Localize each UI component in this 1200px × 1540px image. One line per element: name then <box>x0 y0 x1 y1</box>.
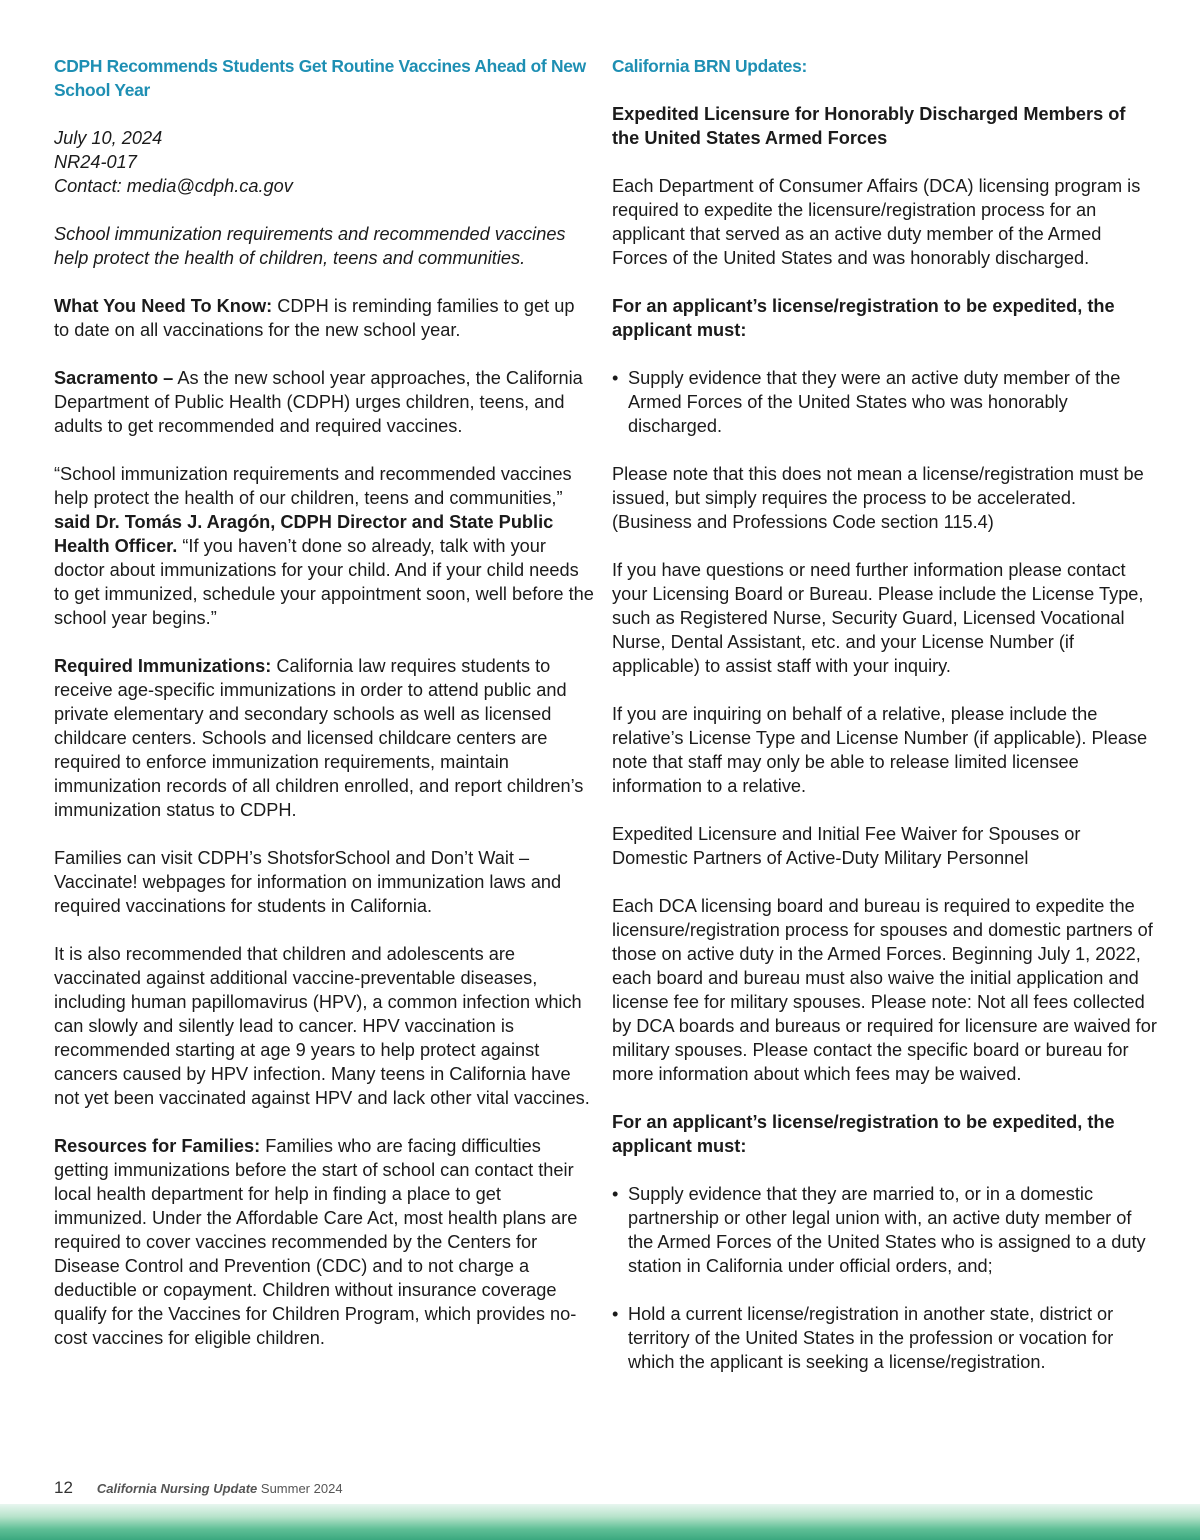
requirements-label-2: For an applicant’s license/registration to be expedited, the applicant must: <box>612 1112 1115 1156</box>
article-headline: CDPH Recommends Students Get Routine Vaccines Ahead of New School Year <box>54 56 586 100</box>
text-sacramento: As the new school year approaches, the California Department of Public Health (CDPH) urges children, teens, and adults to get recommended and required vaccines. <box>54 368 583 436</box>
quote-speaker: said Dr. Tomás J. Aragón, CDPH Director and State Public Health Officer. <box>54 512 554 556</box>
bullet-icon: • <box>612 1304 619 1324</box>
bullet-text: Supply evidence that they were an active duty member of the Armed Forces of the United States who was honorably discharged. <box>628 368 1121 436</box>
decorative-footer-band <box>0 1504 1200 1540</box>
paragraph-please-note: Please note that this does not mean a license/registration must be issued, but simply requires the process to be accelerated. (Business and Professions Code section 115.4) <box>612 464 1144 532</box>
release-number: NR24-017 <box>54 152 137 172</box>
page-number: 12 <box>54 1478 73 1497</box>
text-resources-for-families: Families who are facing difficulties getting immunizations before the start of school can contact their local health department for help in finding a place to get immunized. Under the Affordable Care Act, most health plans are required to cover vaccines recommended by the Centers for Disease Control and Prevention (CDC) and to not charge a deductible or copayment. Children without insurance coverage qualify for the Vaccines for Children Program, which provides no-cost vaccines for eligible children. <box>54 1136 578 1348</box>
section-headline: California BRN Updates: <box>612 56 808 76</box>
bullet-icon: • <box>612 368 619 388</box>
list-item <box>612 366 1157 438</box>
paragraph-quote <box>54 462 594 630</box>
press-contact: Contact: media@cdph.ca.gov <box>54 176 293 196</box>
publication-title: California Nursing Update <box>96 1481 258 1496</box>
paragraph-veterans-intro: Each Department of Consumer Affairs (DCA) licensing program is required to expedite the licensure/registration process for an applicant that served as an active duty member of the Armed Forces of the United States and was honorably discharged. <box>612 176 1141 268</box>
page-footer <box>54 1478 343 1498</box>
paragraph-spouses: Each DCA licensing board and bureau is required to expedite the licensure/registration process for spouses and domestic partners of those on active duty in the Armed Forces. Beginning July 1, 2022, each board and bureau must also waive the initial application and license fee for military spouses. Please note: Not all fees collected by DCA boards and bureaus or required for licensure are waived for military spouses. Please contact the specific board or bureau for more information about which fees may be waived. <box>612 896 1157 1084</box>
list-item <box>612 1302 1157 1374</box>
quote-part-2: “If you haven’t done so already, talk with your doctor about immunizations for your child. And if your child needs to get immunized, schedule your appointment soon, well before the school year begins.” <box>54 536 594 628</box>
label-resources-for-families: Resources for Families: <box>54 1136 261 1156</box>
text-what-you-need-to-know: CDPH is reminding families to get up to date on all vaccinations for the new school year. <box>54 296 575 340</box>
text-required-immunizations: California law requires students to receive age-specific immunizations in order to attend public and private elementary and secondary schools as well as licensed childcare centers. Schools and licensed childcare centers are required to enforce immunization requirements, maintain immunization records of all children enrolled, and report children’s immunization status to CDPH. <box>54 656 584 820</box>
label-sacramento: Sacramento – <box>54 368 174 388</box>
paragraph-families: Families can visit CDPH’s ShotsforSchool and Don’t Wait – Vaccinate! webpages for information on immunization laws and required vaccinations for students in California. <box>54 848 562 916</box>
paragraph-sacramento <box>54 366 594 438</box>
label-what-you-need-to-know: What You Need To Know: <box>54 296 273 316</box>
subhead-spouses: Expedited Licensure and Initial Fee Waiver for Spouses or Domestic Partners of Active-Duty Military Personnel <box>612 824 1081 868</box>
bullet-text: Hold a current license/registration in another state, district or territory of the United States in the profession or vocation for which the applicant is seeking a license/registration. <box>628 1304 1114 1372</box>
paragraph-questions: If you have questions or need further information please contact your Licensing Board or Bureau. Please include the License Type, such as Registered Nurse, Security Guard, Licensed Vocational Nurse, Dental Assistant, etc. and your License Number (if applicable) to assist staff with your inquiry. <box>612 560 1144 676</box>
bullet-text: Supply evidence that they are married to, or in a domestic partnership or other legal union with, an active duty member of the Armed Forces of the United States who is assigned to a duty station in California under official orders, and; <box>628 1184 1146 1276</box>
paragraph-what-you-need-to-know <box>54 294 594 342</box>
paragraph-relative: If you are inquiring on behalf of a relative, please include the relative’s License Type and License Number (if applicable). Please note that staff may only be able to release limited licensee information to a relative. <box>612 704 1148 796</box>
right-column <box>612 54 1157 1374</box>
requirements-label-1: For an applicant’s license/registration to be expedited, the applicant must: <box>612 296 1115 340</box>
article-lede: School immunization requirements and recommended vaccines help protect the health of children, teens and communities. <box>54 224 566 268</box>
issue-label: Summer 2024 <box>257 1481 343 1496</box>
release-date: July 10, 2024 <box>54 128 163 148</box>
left-column <box>54 54 594 1374</box>
label-required-immunizations: Required Immunizations: <box>54 656 272 676</box>
subhead-veterans: Expedited Licensure for Honorably Discharged Members of the United States Armed Forces <box>612 104 1126 148</box>
paragraph-required-immunizations <box>54 654 594 822</box>
bullet-icon: • <box>612 1184 619 1204</box>
paragraph-hpv: It is also recommended that children and adolescents are vaccinated against additional vaccine-preventable diseases, including human papillomavirus (HPV), a common infection which can slowly and silently lead to cancer. HPV vaccination is recommended starting at age 9 years to help protect against cancers caused by HPV infection. Many teens in California have not yet been vaccinated against HPV and lack other vital vaccines. <box>54 944 590 1108</box>
list-item <box>612 1182 1157 1278</box>
paragraph-resources <box>54 1134 594 1350</box>
quote-part-1: “School immunization requirements and recommended vaccines help protect the health of our children, teens and communities,” <box>54 464 572 508</box>
